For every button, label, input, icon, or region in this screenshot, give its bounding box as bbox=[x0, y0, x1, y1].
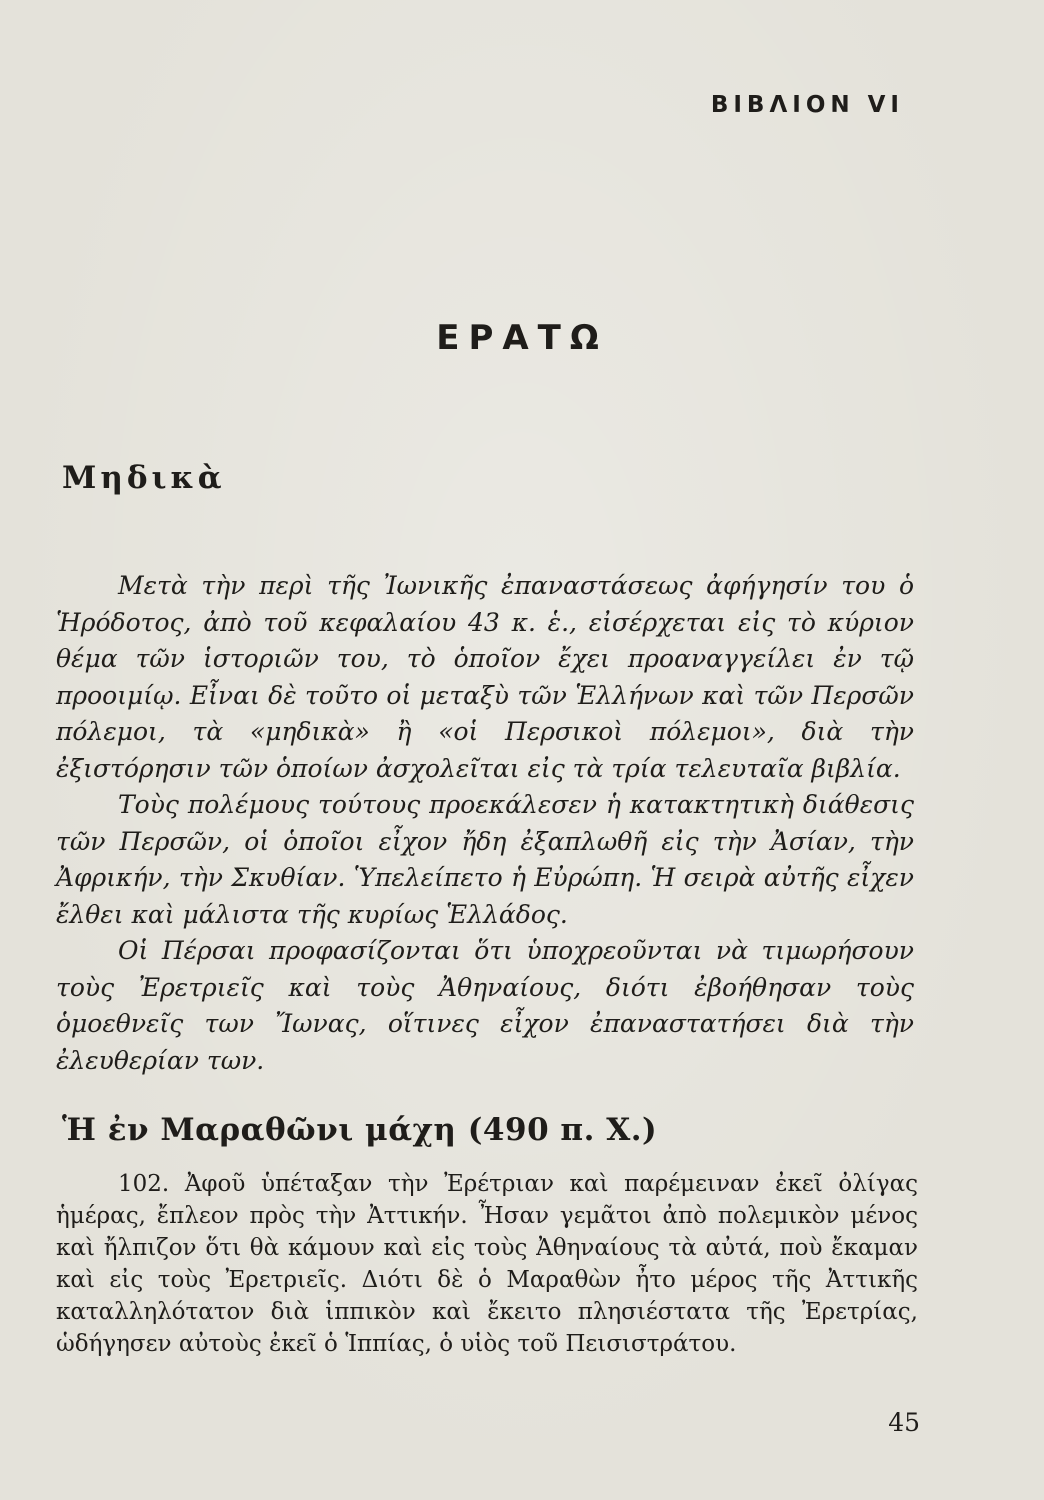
body-text bbox=[56, 1168, 918, 1360]
running-head: ΒΙΒΛΙΟΝ VI bbox=[710, 92, 904, 118]
paragraph: 102. Ἀφοῦ ὑπέταξαν τὴν Ἐρέτριαν καὶ παρέμειναν ἐκεῖ ὀλίγας ἡμέρας, ἔπλεον πρὸς τὴν Ἀττικήν. Ἦσαν γεμᾶτοι ἀπὸ πολεμικὸν μένος καὶ ἤλπιζον ὅτι θὰ κάμουν καὶ εἰς τοὺς Ἀθηναίους τὰ αὐτά, ποὺ ἔκαμαν καὶ εἰς τοὺς Ἐρετριεῖς. Διότι δὲ ὁ Μαραθὼν ἦτο μέρος τῆς Ἀττικῆς καταλληλότατον διὰ ἱππικὸν καὶ ἔκειτο πλησιέστατα τῆς Ἐρετρίας, ὡδήγησεν αὐτοὺς ἐκεῖ ὁ Ἱππίας, ὁ υἱὸς τοῦ Πεισιστράτου. bbox=[56, 1171, 918, 1357]
section-heading-marathon: Ἡ ἐν Μαραθῶνι μάχη (490 π. Χ.) bbox=[62, 1112, 658, 1148]
paragraph: Οἱ Πέρσαι προφασίζονται ὅτι ὑποχρεοῦνται νὰ τιμωρήσουν τοὺς Ἐρετριεῖς καὶ τοὺς Ἀθηναίους, διότι ἐβοήθησαν τοὺς ὁμοεθνεῖς των Ἴωνας, οἵτινες εἶχον ἐπαναστατήσει διὰ τὴν ἐλευθερίαν των. bbox=[56, 936, 914, 1075]
page-number: 45 bbox=[888, 1408, 920, 1437]
paragraph: Τοὺς πολέμους τούτους προεκάλεσεν ἡ κατακτητικὴ διάθεσις τῶν Περσῶν, οἱ ὁποῖοι εἶχον ἤδη ἐξαπλωθῆ εἰς τὴν Ἀσίαν, τὴν Ἀφρικήν, τὴν Σκυθίαν. Ὑπελείπετο ἡ Εὐρώπη. Ἡ σειρὰ αὐτῆς εἶχεν ἔλθει καὶ μάλιστα τῆς κυρίως Ἑλλάδος. bbox=[56, 790, 914, 929]
section-heading-mediká: Μηδικὰ bbox=[62, 460, 226, 496]
paragraph: Μετὰ τὴν περὶ τῆς Ἰωνικῆς ἐπαναστάσεως ἀφήγησίν του ὁ Ἡρόδοτος, ἀπὸ τοῦ κεφαλαίου 43 κ. ἑ., εἰσέρχεται εἰς τὸ κύριον θέμα τῶν ἱστοριῶν του, τὸ ὁποῖον ἔχει προαναγγείλει ἐν τῷ προοιμίῳ. Εἶναι δὲ τοῦτο οἱ μεταξὺ τῶν Ἑλλήνων καὶ τῶν Περσῶν πόλεμοι, τὰ «μηδικὰ» ἢ «οἱ Περσικοὶ πόλεμοι», διὰ τὴν ἐξιστόρησιν τῶν ὁποίων ἀσχολεῖται εἰς τὰ τρία τελευταῖα βιβλία. bbox=[56, 571, 914, 783]
book-title: ΕΡΑΤΩ bbox=[436, 318, 608, 358]
intro-text bbox=[56, 568, 914, 1079]
